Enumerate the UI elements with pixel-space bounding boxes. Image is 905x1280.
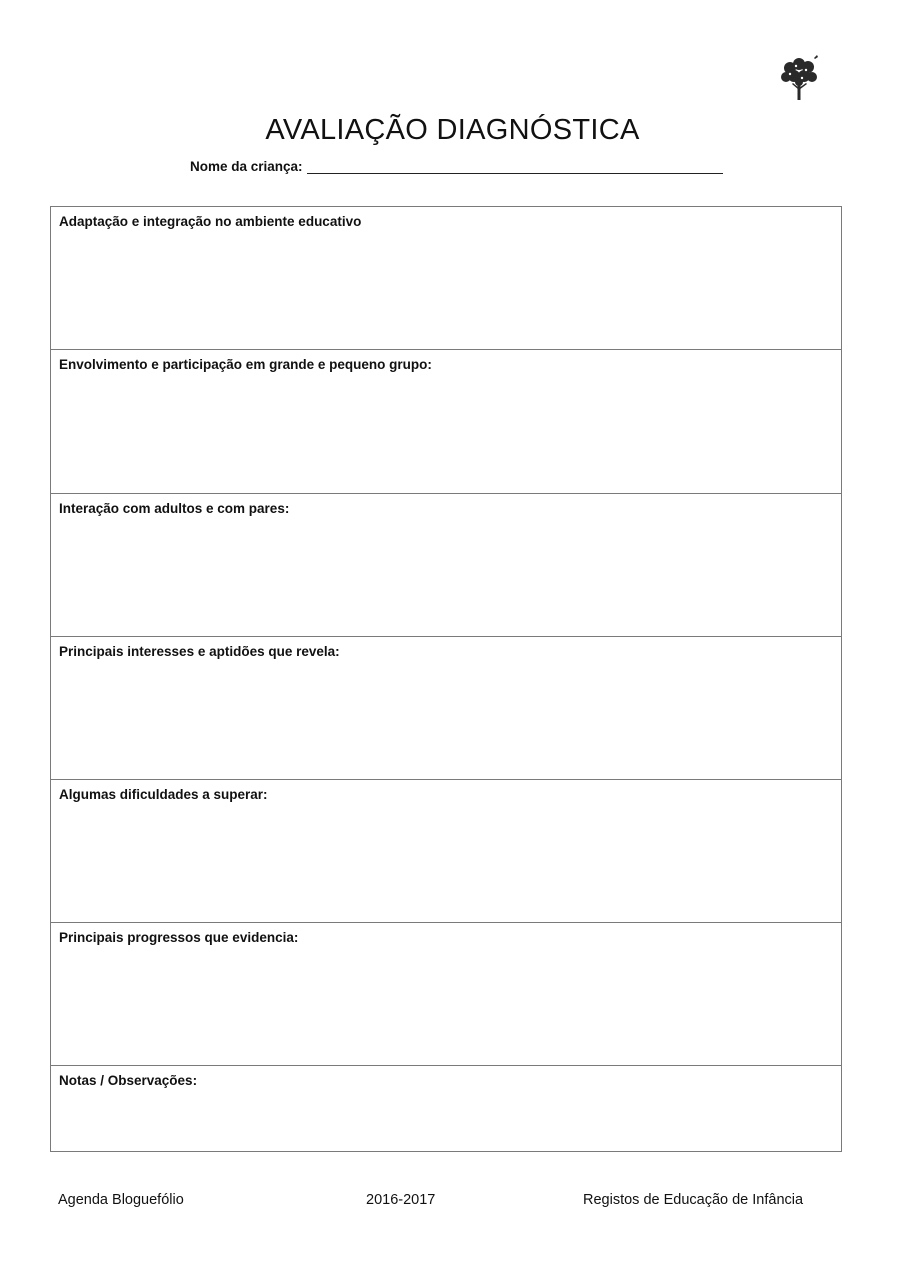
section-interests[interactable] bbox=[51, 637, 841, 780]
section-label: Algumas dificuldades a superar: bbox=[59, 787, 268, 802]
assessment-table bbox=[50, 206, 842, 1152]
section-difficulties[interactable] bbox=[51, 780, 841, 923]
section-label: Principais progressos que evidencia: bbox=[59, 930, 299, 945]
section-label: Adaptação e integração no ambiente educativo bbox=[59, 214, 362, 229]
child-name-blank[interactable] bbox=[307, 159, 723, 174]
section-label: Envolvimento e participação em grande e pequeno grupo: bbox=[59, 357, 432, 372]
page-title: AVALIAÇÃO DIAGNÓSTICA bbox=[265, 114, 640, 146]
tree-logo-icon bbox=[778, 52, 820, 102]
section-interaction[interactable] bbox=[51, 494, 841, 637]
section-progress[interactable] bbox=[51, 923, 841, 1066]
child-name-label: Nome da criança: bbox=[190, 159, 303, 174]
footer-right-text: Registos de Educação de Infância bbox=[583, 1192, 804, 1208]
section-adaptation[interactable] bbox=[51, 207, 841, 350]
section-notes[interactable] bbox=[51, 1066, 841, 1151]
section-label: Notas / Observações: bbox=[59, 1073, 198, 1088]
footer-left-text: Agenda Bloguefólio bbox=[58, 1192, 184, 1208]
section-label: Interação com adultos e com pares: bbox=[59, 501, 290, 516]
section-involvement[interactable] bbox=[51, 350, 841, 494]
section-label: Principais interesses e aptidões que revela: bbox=[59, 644, 340, 659]
footer-year: 2016-2017 bbox=[366, 1192, 436, 1208]
child-name-field bbox=[190, 159, 723, 174]
